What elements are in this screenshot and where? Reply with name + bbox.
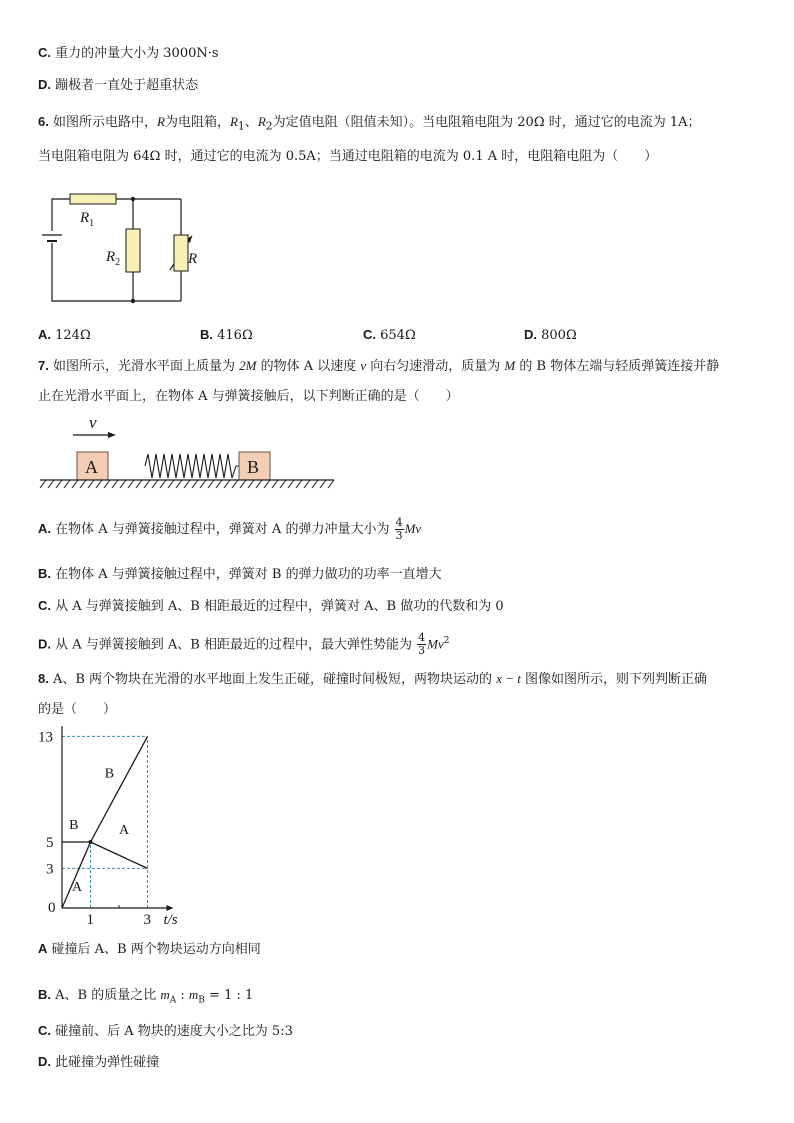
q7-option-b: B. 在物体 A 与弹簧接触过程中，弹簧对 B 的弹力做功的功率一直增大: [38, 566, 442, 582]
q8-xt-chart: [28, 726, 228, 926]
label-r1: $R_1$: [80, 210, 95, 229]
q7-option-a: A. 在物体 A 与弹簧接触过程中，弹簧对 A 的弹力冲量大小为 $\frac{4}{3}$ Mv: [38, 516, 422, 542]
junction-bottom: [131, 299, 135, 303]
y-tick-label-5: 5: [46, 835, 54, 851]
resistor-r1: [70, 194, 116, 204]
velocity-arrowhead: [108, 432, 116, 438]
circuit-wire-top: [52, 199, 70, 231]
x-tick-label-1: 1: [86, 912, 94, 926]
q5-option-d: D. 蹦极者一直处于超重状态: [38, 77, 199, 93]
q8-stem-line1: 8. A、B 两个物块在光滑的水平地面上发生正碰，碰撞时间极短，两物块运动的 x − t 图像如图所示，则下列判断正确: [38, 671, 707, 687]
q7-option-c: C. 从 A 与弹簧接触到 A、B 相距最近的过程中，弹簧对 A、B 做功的代数和为 0: [38, 598, 504, 614]
label-r2: $R_2$: [106, 249, 121, 268]
q6-option-c: C. 654Ω: [363, 327, 416, 343]
segment-label-B: B: [69, 817, 79, 833]
collision-point: [89, 840, 93, 844]
q7-spring-diagram: [38, 412, 338, 492]
x-tick-label-3: 3: [143, 912, 151, 926]
x-axis-arrowhead: [166, 905, 173, 911]
y-tick-label-3: 3: [46, 861, 54, 878]
q6-option-b: B. 416Ω: [200, 327, 253, 343]
block-b-label: B: [247, 457, 260, 477]
q8-option-b: B. A、B 的质量之比 $m_A$ : $m_B = 1$ : 1: [38, 987, 254, 1006]
series-line-A: [62, 842, 148, 908]
segment-label-A: A: [119, 823, 130, 839]
segment-label-B: B: [104, 766, 115, 782]
q6-option-a: A. 124Ω: [38, 327, 91, 343]
q7-stem-line2: 止在光滑水平面上，在物体 A 与弹簧接触后，以下判断正确的是（ ）: [38, 389, 459, 404]
ground-hatch: [40, 480, 334, 488]
block-a-label: A: [85, 457, 98, 477]
q6-option-d: D. 800Ω: [524, 327, 577, 343]
x-axis-label: t/s: [163, 912, 178, 926]
q7-option-d: D. 从 A 与弹簧接触到 A、B 相距最近的过程中，最大弹性势能为 $\frac{4}{3}$ Mv$^2$: [38, 631, 450, 658]
resistor-r2: [126, 229, 140, 272]
junction-top: [131, 197, 135, 201]
resistor-box-r: [174, 235, 188, 271]
q5-option-c: C. 重力的冲量大小为 3000N·s: [38, 45, 219, 61]
q7-stem-line1: 7. 如图所示，光滑水平面上质量为 2M 的物体 A 以速度 v 向右匀速滑动，质量为 M 的 B 物体左端与轻质弹簧连接并静: [38, 358, 720, 374]
q8-option-d: D. 此碰撞为弹性碰撞: [38, 1054, 160, 1070]
circuit-wire-bottom: [52, 243, 181, 301]
q8-option-c: C. 碰撞前、后 A 物块的速度大小之比为 5:3: [38, 1023, 293, 1039]
segment-label-A: A: [71, 879, 83, 895]
q6-circuit-diagram: [38, 188, 208, 308]
label-r: R: [188, 251, 198, 267]
fraction-four-thirds: $\frac{4}{3}$: [418, 631, 426, 658]
fraction-four-thirds: $\frac{4}{3}$: [395, 516, 403, 542]
q6-stem-line2: 当电阻箱电阻为 64Ω 时，通过它的电流为 0.5A；当通过电阻箱的电流为 0.1 A 时，电阻箱电阻为（ ）: [38, 149, 658, 164]
q8-option-a: A 碰撞后 A、B 两个物块运动方向相同: [38, 941, 261, 957]
x-tick-label-0: 0: [48, 900, 56, 916]
y-tick-label-13: 13: [38, 729, 53, 746]
q8-stem-line2: 的是（ ）: [38, 702, 117, 717]
q6-stem-line1: 6. 如图所示电路中，R为电阻箱，$R_1$、$R_2$为定值电阻（阻值未知）。当电阻箱电阻为 20Ω 时，通过它的电流为 1A；: [38, 114, 701, 133]
spring: [145, 454, 239, 478]
velocity-label: v: [89, 413, 97, 432]
